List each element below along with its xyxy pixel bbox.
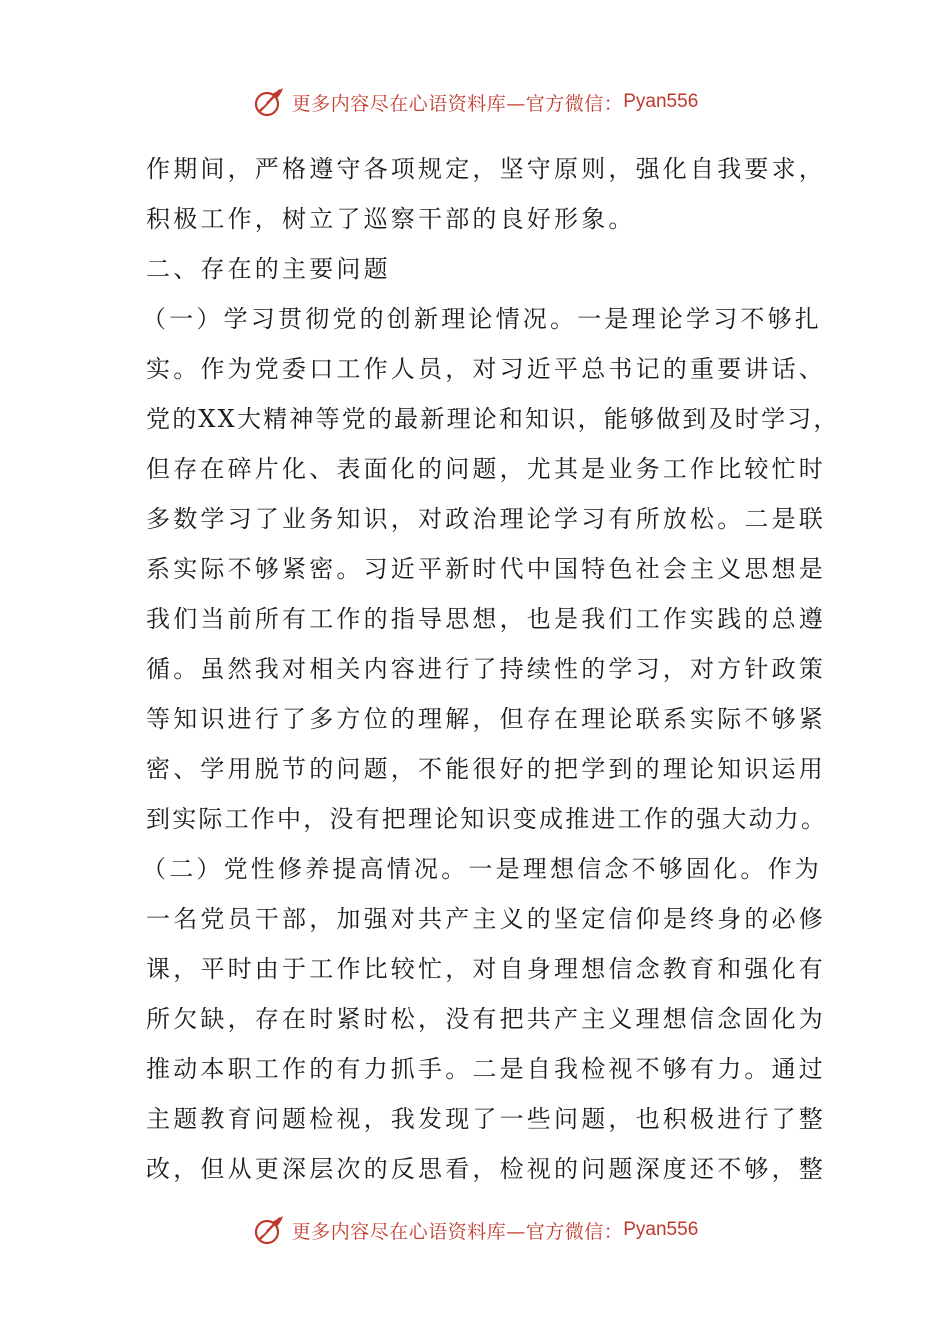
text-line: 我们当前所有工作的指导思想，也是我们工作实践的总遵 [146,605,826,633]
text-line: 推动本职工作的有力抓手。二是自我检视不够有力。通过 [146,1055,826,1083]
document-body [142,144,840,1194]
quill-logo-icon [252,85,286,119]
text-line: 但存在碎片化、表面化的问题，尤其是业务工作比较忙时 [146,455,826,483]
text-line: 等知识进行了多方位的理解，但存在理论联系实际不够紧 [146,705,826,733]
text-line: 多数学习了业务知识，对政治理论学习有所放松。二是联 [146,505,826,533]
text-line: 党的XX大精神等党的最新理论和知识，能够做到及时学习， [146,405,840,433]
banner-text: 更多内容尽在心语资料库—官方微信： [291,1220,624,1243]
text-line: 系实际不够紧密。习近平新时代中国特色社会主义思想是 [146,555,826,583]
text-line: 作期间，严格遵守各项规定，坚守原则，强化自我要求， [146,155,826,183]
banner-handle: Pyan556 [623,1219,699,1240]
text-line: 一名党员干部，加强对共产主义的坚定信仰是终身的必修 [146,905,826,933]
text-line: 课，平时由于工作比较忙，对自身理想信念教育和强化有 [146,955,826,983]
text-line: （二）党性修养提高情况。一是理想信念不够固化。作为 [142,855,822,883]
text-line: 循。虽然我对相关内容进行了持续性的学习，对方针政策 [146,655,826,683]
footer-banner [0,1210,950,1250]
text-line: 主题教育问题检视，我发现了一些问题，也积极进行了整 [146,1105,826,1133]
text-line: （一）学习贯彻党的创新理论情况。一是理论学习不够扎 [142,305,822,333]
text-line: 密、学用脱节的问题，不能很好的把学到的理论知识运用 [146,755,826,783]
text-line: 积极工作，树立了巡察干部的良好形象。 [146,205,636,233]
banner-text: 更多内容尽在心语资料库—官方微信： [291,92,624,115]
section-heading: 二、存在的主要问题 [146,255,391,283]
text-line: 到实际工作中，没有把理论知识变成推进工作的强大动力。 [146,805,828,833]
text-line: 所欠缺，存在时紧时松，没有把共产主义理想信念固化为 [146,1005,826,1033]
text-line: 实。作为党委口工作人员，对习近平总书记的重要讲话、 [146,355,826,383]
header-banner [0,82,950,122]
text-line: 改，但从更深层次的反思看，检视的问题深度还不够，整 [146,1155,826,1183]
quill-logo-icon [252,1213,286,1247]
banner-handle: Pyan556 [623,91,699,112]
